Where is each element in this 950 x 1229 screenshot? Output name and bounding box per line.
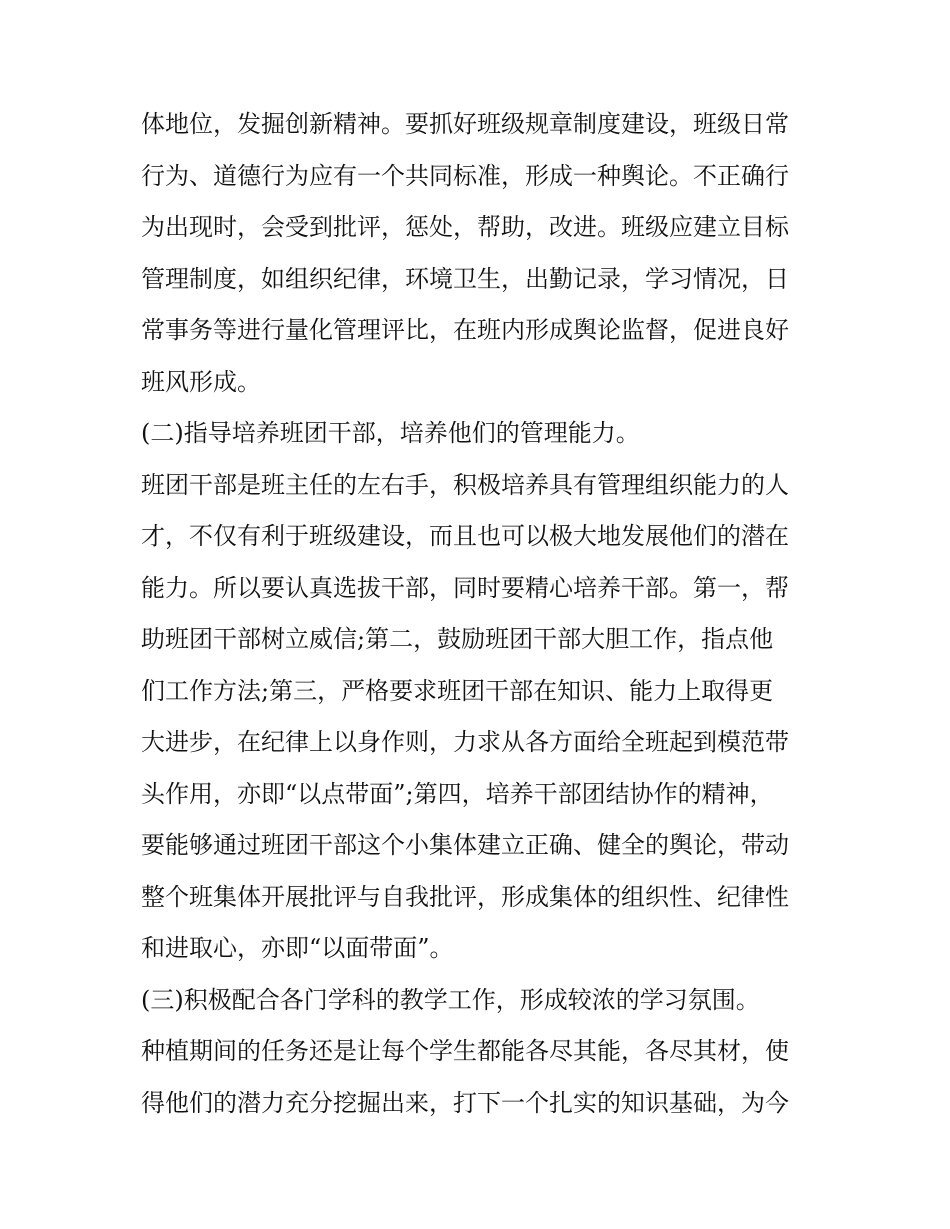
section-heading-2: (二)指导培养班团干部，培养他们的管理能力。 [141, 419, 640, 447]
paragraph-line: 们工作方法;第三，严格要求班团干部在知识、能力上取得更 [141, 676, 774, 705]
paragraph-line: 才，不仅有利于班级建设，而且也可以极大地发展他们的潜在 [141, 522, 789, 550]
paragraph-line: 头作用，亦即“以点带面”;第四，培养干部团结协作的精神， [141, 779, 774, 808]
section-heading-3: (三)积极配合各门学科的教学工作，形成较浓的学习氛围。 [141, 985, 760, 1014]
paragraph-line: 得他们的潜力充分挖掘出来，打下一个扎实的知识基础，为今 [141, 1088, 789, 1117]
paragraph-line: 班团干部是班主任的左右手，积极培养具有管理组织能力的人 [141, 470, 789, 499]
paragraph-line: 常事务等进行量化管理评比，在班内形成舆论监督，促进良好 [141, 316, 789, 344]
paragraph-line: 要能够通过班团干部这个小集体建立正确、健全的舆论，带动 [141, 831, 789, 859]
document-body [141, 99, 821, 1129]
paragraph-line: 班风形成。 [141, 367, 261, 396]
paragraph-line: 整个班集体开展批评与自我批评，形成集体的组织性、纪律性 [141, 882, 789, 911]
paragraph-line: 行为、道德行为应有一个共同标准，形成一种舆论。不正确行 [141, 161, 789, 190]
paragraph-line: 体地位，发掘创新精神。要抓好班级规章制度建设，班级日常 [141, 110, 789, 138]
paragraph-line: 和进取心，亦即“以面带面”。 [141, 934, 454, 962]
paragraph-line: 能力。所以要认真选拔干部，同时要精心培养干部。第一，帮 [141, 573, 789, 602]
paragraph-line: 大进步，在纪律上以身作则，力求从各方面给全班起到模范带 [141, 728, 789, 756]
paragraph-line: 种植期间的任务还是让每个学生都能各尽其能，各尽其材，使 [141, 1037, 789, 1065]
paragraph-line: 管理制度，如组织纪律，环境卫生，出勤记录，学习情况，日 [141, 264, 789, 293]
paragraph-line: 为出现时，会受到批评，惩处，帮助，改进。班级应建立目标 [141, 213, 789, 241]
paragraph-line: 助班团干部树立威信;第二，鼓励班团干部大胆工作，指点他 [141, 625, 774, 653]
